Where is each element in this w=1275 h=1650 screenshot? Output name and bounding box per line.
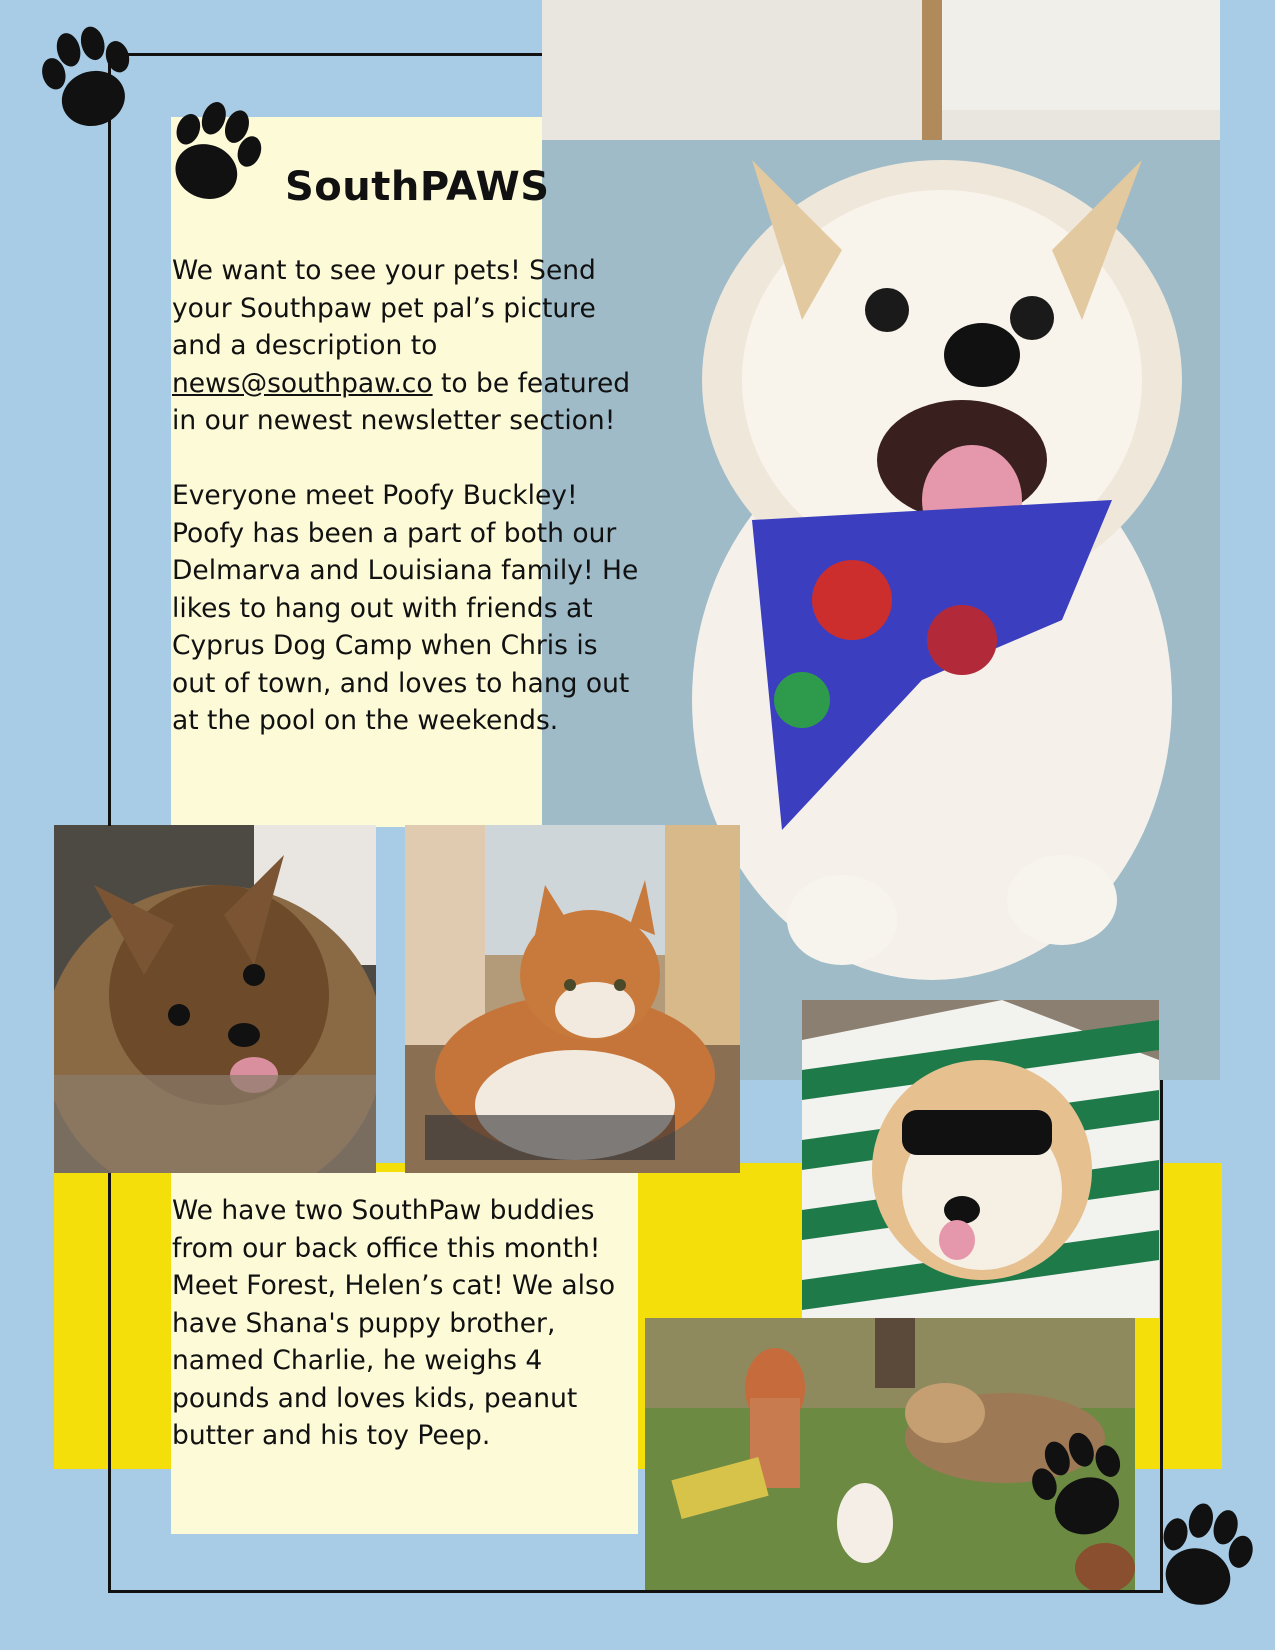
intro-paragraph [172,252,642,440]
intro-text: We want to see your pets! Send your Southpaw pet pal’s picture and a description to [172,255,596,361]
yorkie-photo [54,825,376,1173]
frame-top [110,53,542,56]
feature-paragraph: Everyone meet Poofy Buckley! Poofy has been a part of both our Delmarva and Louisiana family! He likes to hang out with friends at Cyprus Dog Camp when Chris is out of town, and loves to hang out at the pool on the weekends. [172,480,639,736]
newsletter-title: SouthPAWS [285,164,550,210]
paw-icon [1020,1420,1138,1548]
forest-cat-photo [405,825,740,1173]
intro-text-end: to be featured in our newest newsletter section! [172,367,631,436]
paw-icon [158,88,270,213]
frame-bottom [108,1590,1163,1593]
email-link[interactable]: news@southpaw.co [172,367,433,399]
charlie-sunglasses-photo [802,1000,1159,1318]
paw-icon [30,14,145,139]
paw-icon [1145,1490,1263,1618]
frame-left-lower [108,1173,111,1593]
frame-left [108,53,111,826]
buddies-paragraph: We have two SouthPaw buddies from our back office this month! Meet Forest, Helen’s cat! We also have Shana's puppy brother, named Charlie, he weighs 4 pounds and loves kids, peanut butter and his toy Peep. [172,1195,616,1451]
